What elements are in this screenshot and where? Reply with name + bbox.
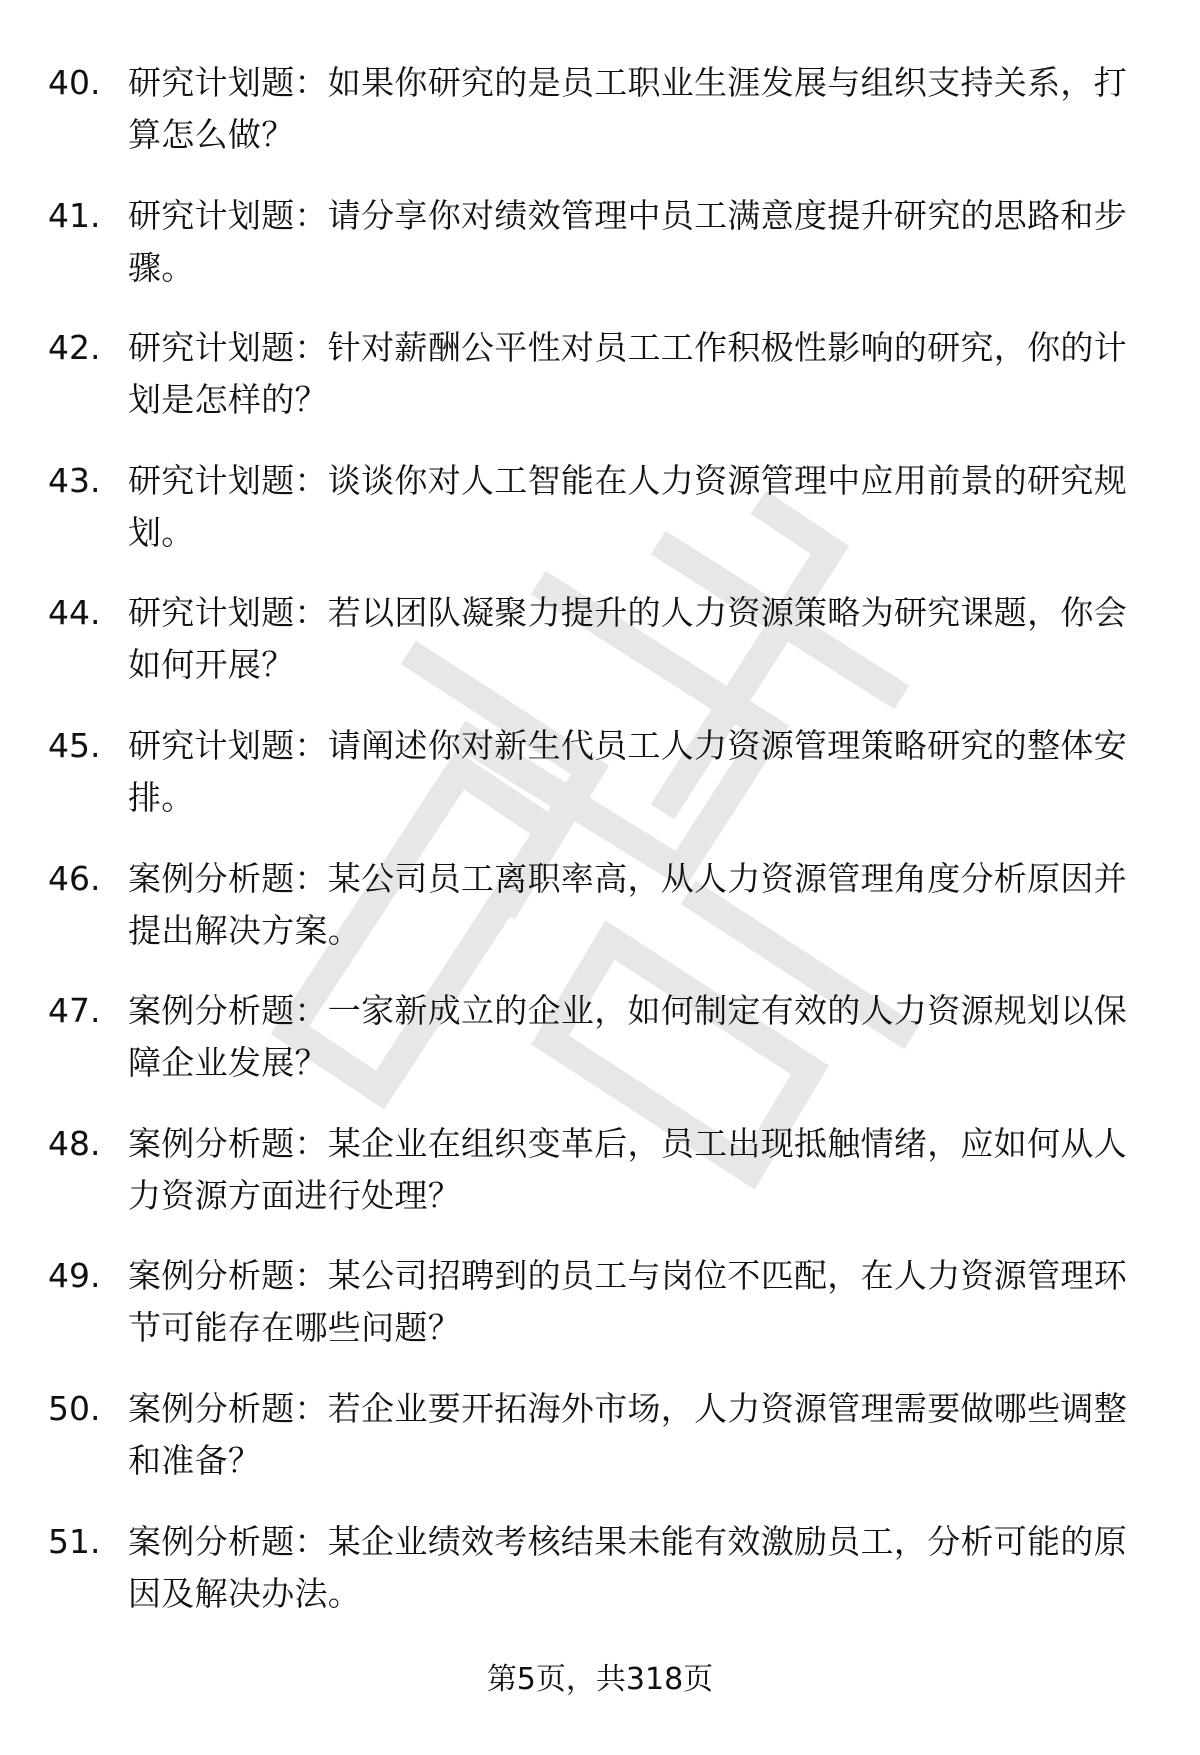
question-number: 46. [48,858,101,898]
question-number: 48. [48,1123,101,1163]
question-text: 研究计划题：若以团队凝聚力提升的人力资源策略为研究课题，你会如何开展？ [128,593,1127,685]
question-text: 研究计划题：请分享你对绩效管理中员工满意度提升研究的思路和步骤。 [128,195,1127,287]
question-item [48,455,1148,588]
question-item [48,1250,1148,1383]
question-number: 40. [48,63,101,102]
question-number: 47. [48,991,101,1031]
question-number: 50. [48,1388,101,1428]
question-item [48,190,1148,323]
question-text: 案例分析题：一家新成立的企业，如何制定有效的人力资源规划以保障企业发展？ [128,991,1127,1083]
question-text: 研究计划题：针对薪酬公平性对员工工作积极性影响的研究，你的计划是怎样的？ [128,328,1127,420]
question-text: 案例分析题：若企业要开拓海外市场，人力资源管理需要做哪些调整和准备？ [128,1388,1127,1480]
question-item [48,322,1148,455]
page-footer [0,1660,1200,1700]
page-number-label: 第5页，共318页 [486,1662,714,1697]
question-text: 研究计划题：请阐述你对新生代员工人力资源管理策略研究的整体安排。 [128,725,1127,817]
question-list [48,57,1148,1648]
question-item [48,1516,1148,1649]
question-item [48,1118,1148,1251]
question-text: 研究计划题：如果你研究的是员工职业生涯发展与组织支持关系，打算怎么做？ [128,63,1127,154]
question-number: 49. [48,1256,101,1296]
question-item [48,720,1148,853]
question-item [48,985,1148,1118]
question-number: 44. [48,593,101,633]
question-text: 案例分析题：某企业在组织变革后，员工出现抵触情绪，应如何从人力资源方面进行处理？ [128,1123,1127,1215]
question-item [48,57,1148,190]
question-item [48,853,1148,986]
question-item [48,587,1148,720]
question-number: 51. [48,1521,101,1561]
question-number: 41. [48,195,101,235]
question-text: 案例分析题：某公司招聘到的员工与岗位不匹配，在人力资源管理环节可能存在哪些问题？ [128,1256,1127,1348]
question-number: 43. [48,460,101,500]
question-text: 研究计划题：谈谈你对人工智能在人力资源管理中应用前景的研究规划。 [128,460,1127,552]
question-number: 45. [48,725,101,765]
question-number: 42. [48,328,101,368]
question-item [48,1383,1148,1516]
question-text: 案例分析题：某企业绩效考核结果未能有效激励员工，分析可能的原因及解决办法。 [128,1521,1127,1613]
question-text: 案例分析题：某公司员工离职率高，从人力资源管理角度分析原因并提出解决方案。 [128,858,1127,950]
